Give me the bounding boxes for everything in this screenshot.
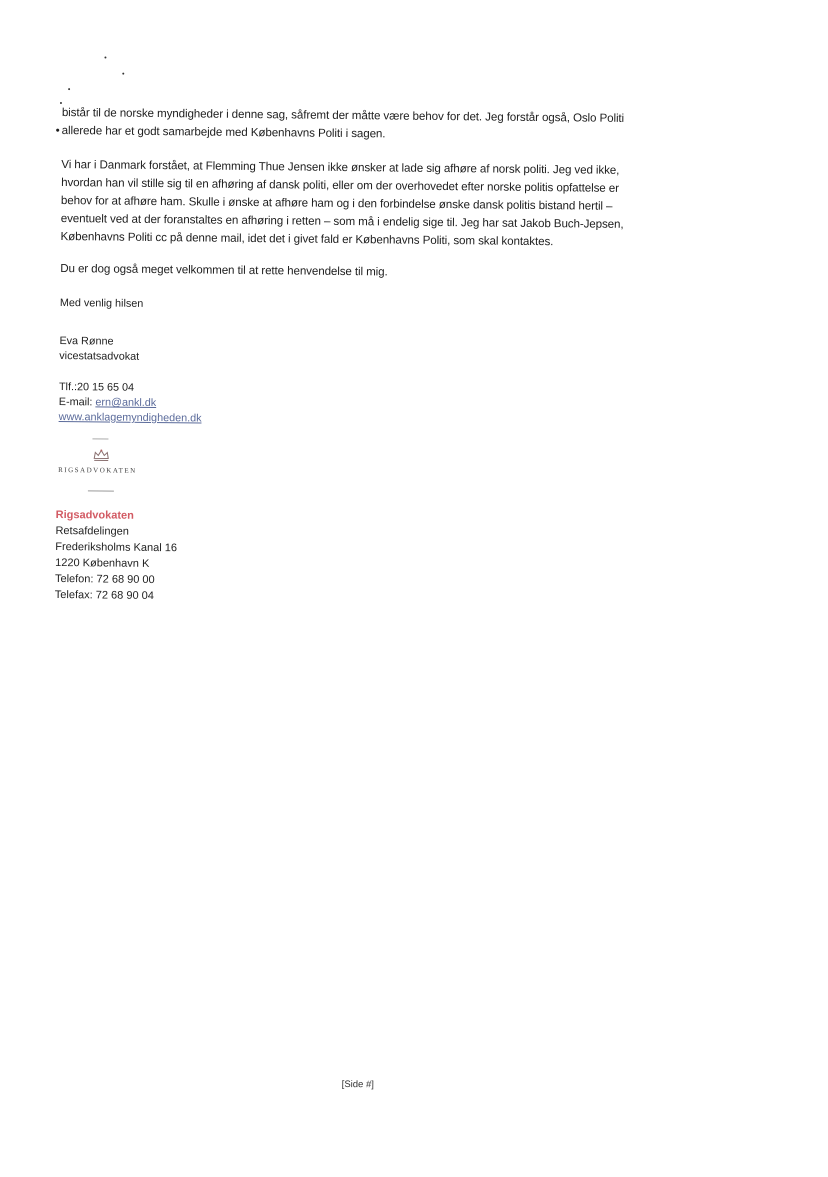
phone-line: Tlf.:20 15 65 04 — [59, 380, 202, 396]
paragraph-1 — [62, 104, 712, 147]
paragraph-2-line-1: Vi har i Danmark forstået, at Flemming Thue Jensen ikke ønsker at lade sig afhøre af norsk politi. Jeg ved ikke, — [61, 156, 711, 181]
scan-artifact — [68, 88, 70, 90]
organization-street: Frederiksholms Kanal 16 — [55, 539, 177, 556]
paragraph-1-line-2: allerede har et godt samarbejde med Københavns Politi i sagen. — [62, 124, 386, 140]
contact-block — [59, 380, 202, 426]
paragraph-2-line-4: eventuelt ved at der foranstaltes en afhøring i retten – som må i endelig sige til. Jeg har sat Jakob Buch-Jepsen, — [61, 210, 711, 235]
email-link[interactable]: ern@ankl.dk — [95, 396, 156, 409]
paragraph-2 — [60, 156, 711, 253]
organization-department: Retsafdelingen — [55, 523, 177, 540]
signature-block — [59, 334, 139, 365]
paragraph-3-line: Du er dog også meget velkommen til at rette henvendelse til mig. — [60, 260, 710, 285]
paragraph-2-line-5: Københavns Politi cc på denne mail, idet det i givet fald er Københavns Politi, som skal kontaktes. — [60, 228, 710, 253]
signer-name: Eva Rønne — [59, 334, 139, 350]
crown-icon — [92, 448, 110, 462]
paragraph-3 — [60, 260, 710, 285]
organization-name: Rigsadvokaten — [56, 507, 178, 524]
page-number: [Side #] — [342, 1079, 374, 1090]
website-link[interactable]: www.anklagemyndigheden.dk — [59, 411, 202, 424]
bullet-mark: • — [56, 122, 60, 140]
website-line — [59, 410, 202, 426]
paragraph-2-line-2: hvordan han vil stille sig til en afhøring af dansk politi, eller om der overhovedet efter norske politis opfattelse er — [61, 174, 711, 199]
scan-artifact — [122, 73, 124, 75]
rigsadvokaten-logo — [58, 438, 179, 499]
logo-text: RIGSADVOKATEN — [58, 466, 137, 475]
paragraph-2-line-3: behov for at afhøre ham. Skulle i ønske at afhøre ham og i den forbindelse ønske dansk politis bistand hertil – — [61, 192, 711, 217]
email-label: E-mail: — [59, 396, 96, 408]
organization-fax: Telefax: 72 68 90 04 — [55, 587, 177, 604]
organization-city: 1220 København K — [55, 555, 177, 572]
paragraph-1-line-1: bistår til de norske myndigheder i denne sag, såfremt der måtte være behov for det. Jeg forstår også, Oslo Politi — [62, 104, 712, 129]
email-line — [59, 395, 202, 411]
organization-block — [55, 507, 178, 604]
closing-text: Med venlig hilsen — [60, 296, 144, 312]
signer-title: vicestatsadvokat — [59, 349, 139, 365]
closing — [60, 296, 144, 312]
scan-artifact — [104, 56, 106, 58]
organization-phone: Telefon: 72 68 90 00 — [55, 571, 177, 588]
